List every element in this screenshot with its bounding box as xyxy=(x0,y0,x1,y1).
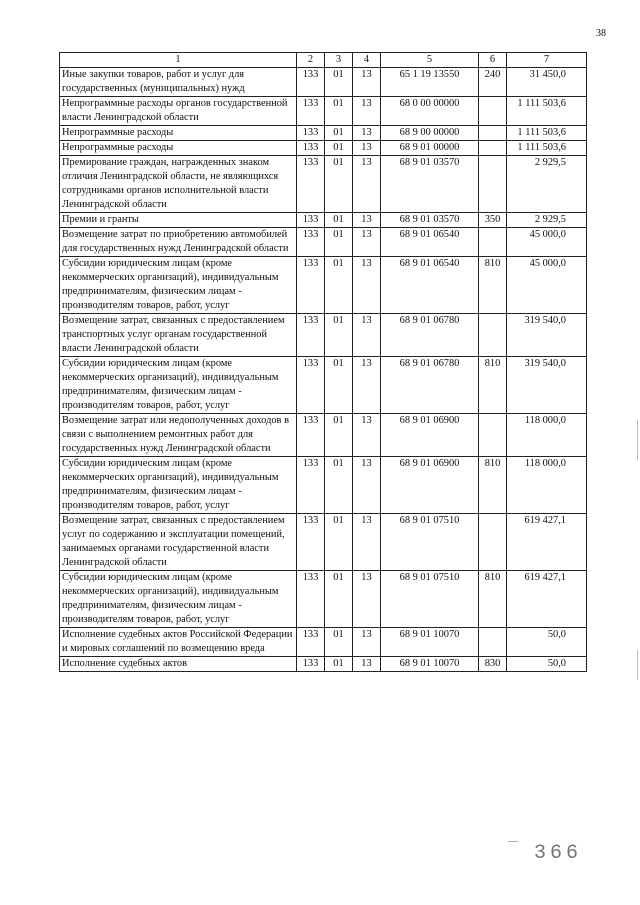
row-target-article-cell: 68 9 01 00000 xyxy=(381,141,479,156)
table-row xyxy=(60,68,587,97)
row-code-cell: 133 xyxy=(297,68,325,97)
row-section-cell: 01 xyxy=(325,228,353,257)
row-subsection-cell: 13 xyxy=(353,414,381,457)
column-header: 3 xyxy=(325,53,353,68)
row-section-cell: 01 xyxy=(325,126,353,141)
column-header: 2 xyxy=(297,53,325,68)
row-expense-type-cell: 810 xyxy=(479,257,507,314)
row-expense-type-cell xyxy=(479,97,507,126)
row-code-cell: 133 xyxy=(297,628,325,657)
row-section-cell: 01 xyxy=(325,97,353,126)
table-row xyxy=(60,141,587,156)
row-section-cell: 01 xyxy=(325,68,353,97)
table-row xyxy=(60,414,587,457)
table-row xyxy=(60,228,587,257)
row-amount-cell: 2 929,5 xyxy=(507,213,587,228)
row-name-cell: Субсидии юридическим лицам (кроме некоммерческих организаций), индивидуальным предпринимателям, физическим лицам - производителям товаров, работ, услуг xyxy=(60,571,297,628)
row-code-cell: 133 xyxy=(297,657,325,672)
row-subsection-cell: 13 xyxy=(353,141,381,156)
row-amount-cell: 118 000,0 xyxy=(507,414,587,457)
table-row xyxy=(60,571,587,628)
row-subsection-cell: 13 xyxy=(353,457,381,514)
column-header: 6 xyxy=(479,53,507,68)
row-name-cell: Исполнение судебных актов xyxy=(60,657,297,672)
column-header: 4 xyxy=(353,53,381,68)
table-row xyxy=(60,97,587,126)
row-expense-type-cell: 810 xyxy=(479,571,507,628)
row-code-cell: 133 xyxy=(297,357,325,414)
table-row xyxy=(60,514,587,571)
row-subsection-cell: 13 xyxy=(353,657,381,672)
row-target-article-cell: 68 9 01 03570 xyxy=(381,213,479,228)
row-code-cell: 133 xyxy=(297,571,325,628)
row-expense-type-cell: 830 xyxy=(479,657,507,672)
row-target-article-cell: 68 9 01 06780 xyxy=(381,314,479,357)
row-target-article-cell: 68 9 01 06900 xyxy=(381,457,479,514)
column-header: 7 xyxy=(507,53,587,68)
row-name-cell: Премирование граждан, награжденных знаком отличия Ленинградской области, не являющихся сотрудниками органов исполнительной власти Ленинградской области xyxy=(60,156,297,213)
row-name-cell: Возмещение затрат, связанных с предоставлением услуг по содержанию и эксплуатации помещений, занимаемых органами государственной власти Ленинградской области xyxy=(60,514,297,571)
row-amount-cell: 1 111 503,6 xyxy=(507,141,587,156)
row-code-cell: 133 xyxy=(297,314,325,357)
row-subsection-cell: 13 xyxy=(353,228,381,257)
row-name-cell: Субсидии юридическим лицам (кроме некоммерческих организаций), индивидуальным предпринимателям, физическим лицам - производителям товаров, работ, услуг xyxy=(60,357,297,414)
row-name-cell: Возмещение затрат, связанных с предоставлением транспортных услуг органам государственной власти Ленинградской области xyxy=(60,314,297,357)
row-code-cell: 133 xyxy=(297,228,325,257)
row-subsection-cell: 13 xyxy=(353,514,381,571)
row-amount-cell: 619 427,1 xyxy=(507,514,587,571)
row-expense-type-cell xyxy=(479,314,507,357)
row-section-cell: 01 xyxy=(325,628,353,657)
row-section-cell: 01 xyxy=(325,571,353,628)
scan-edge-mark xyxy=(637,420,638,460)
table-row xyxy=(60,257,587,314)
table-row xyxy=(60,156,587,213)
row-amount-cell: 45 000,0 xyxy=(507,257,587,314)
row-section-cell: 01 xyxy=(325,314,353,357)
row-name-cell: Непрограммные расходы xyxy=(60,141,297,156)
row-amount-cell: 1 111 503,6 xyxy=(507,126,587,141)
row-code-cell: 133 xyxy=(297,141,325,156)
row-target-article-cell: 68 9 01 06900 xyxy=(381,414,479,457)
row-amount-cell: 31 450,0 xyxy=(507,68,587,97)
scan-edge-mark xyxy=(637,650,638,680)
row-expense-type-cell xyxy=(479,141,507,156)
row-subsection-cell: 13 xyxy=(353,571,381,628)
row-subsection-cell: 13 xyxy=(353,357,381,414)
table-row xyxy=(60,657,587,672)
row-target-article-cell: 65 1 19 13550 xyxy=(381,68,479,97)
row-subsection-cell: 13 xyxy=(353,156,381,213)
row-subsection-cell: 13 xyxy=(353,68,381,97)
row-section-cell: 01 xyxy=(325,257,353,314)
row-target-article-cell: 68 9 01 10070 xyxy=(381,657,479,672)
table-body xyxy=(60,68,587,672)
row-expense-type-cell xyxy=(479,414,507,457)
row-code-cell: 133 xyxy=(297,126,325,141)
row-code-cell: 133 xyxy=(297,457,325,514)
row-amount-cell: 118 000,0 xyxy=(507,457,587,514)
row-name-cell: Иные закупки товаров, работ и услуг для государственных (муниципальных) нужд xyxy=(60,68,297,97)
row-amount-cell: 45 000,0 xyxy=(507,228,587,257)
row-target-article-cell: 68 9 00 00000 xyxy=(381,126,479,141)
table-row xyxy=(60,357,587,414)
row-section-cell: 01 xyxy=(325,514,353,571)
row-name-cell: Возмещение затрат по приобретению автомобилей для государственных нужд Ленинградской области xyxy=(60,228,297,257)
row-target-article-cell: 68 9 01 06780 xyxy=(381,357,479,414)
row-code-cell: 133 xyxy=(297,156,325,213)
stamp-number: 366 xyxy=(534,842,583,865)
table-header-row xyxy=(60,53,587,68)
row-amount-cell: 619 427,1 xyxy=(507,571,587,628)
row-amount-cell: 2 929,5 xyxy=(507,156,587,213)
row-section-cell: 01 xyxy=(325,357,353,414)
row-amount-cell: 319 540,0 xyxy=(507,314,587,357)
column-header: 5 xyxy=(381,53,479,68)
row-subsection-cell: 13 xyxy=(353,126,381,141)
row-expense-type-cell xyxy=(479,126,507,141)
footer-mark: — xyxy=(508,836,518,847)
row-name-cell: Исполнение судебных актов Российской Федерации и мировых соглашений по возмещению вреда xyxy=(60,628,297,657)
row-expense-type-cell: 810 xyxy=(479,357,507,414)
row-section-cell: 01 xyxy=(325,657,353,672)
row-target-article-cell: 68 9 01 07510 xyxy=(381,514,479,571)
row-expense-type-cell: 350 xyxy=(479,213,507,228)
row-expense-type-cell xyxy=(479,628,507,657)
row-code-cell: 133 xyxy=(297,97,325,126)
table-row xyxy=(60,213,587,228)
row-name-cell: Возмещение затрат или недополученных доходов в связи с выполнением ремонтных работ для государственных нужд Ленинградской области xyxy=(60,414,297,457)
row-name-cell: Непрограммные расходы органов государственной власти Ленинградской области xyxy=(60,97,297,126)
page-number: 38 xyxy=(596,28,606,39)
row-subsection-cell: 13 xyxy=(353,314,381,357)
row-amount-cell: 50,0 xyxy=(507,657,587,672)
row-expense-type-cell: 810 xyxy=(479,457,507,514)
column-header: 1 xyxy=(60,53,297,68)
row-amount-cell: 319 540,0 xyxy=(507,357,587,414)
row-amount-cell: 1 111 503,6 xyxy=(507,97,587,126)
row-target-article-cell: 68 9 01 03570 xyxy=(381,156,479,213)
budget-table xyxy=(59,52,587,672)
table-row xyxy=(60,457,587,514)
row-section-cell: 01 xyxy=(325,213,353,228)
row-name-cell: Премии и гранты xyxy=(60,213,297,228)
row-expense-type-cell: 240 xyxy=(479,68,507,97)
row-code-cell: 133 xyxy=(297,257,325,314)
row-subsection-cell: 13 xyxy=(353,257,381,314)
row-target-article-cell: 68 9 01 06540 xyxy=(381,257,479,314)
table-row xyxy=(60,314,587,357)
row-expense-type-cell xyxy=(479,156,507,213)
row-subsection-cell: 13 xyxy=(353,213,381,228)
row-amount-cell: 50,0 xyxy=(507,628,587,657)
row-subsection-cell: 13 xyxy=(353,97,381,126)
table-row xyxy=(60,126,587,141)
row-code-cell: 133 xyxy=(297,414,325,457)
row-code-cell: 133 xyxy=(297,213,325,228)
row-code-cell: 133 xyxy=(297,514,325,571)
row-name-cell: Субсидии юридическим лицам (кроме некоммерческих организаций), индивидуальным предпринимателям, физическим лицам - производителям товаров, работ, услуг xyxy=(60,457,297,514)
row-expense-type-cell xyxy=(479,514,507,571)
row-target-article-cell: 68 9 01 07510 xyxy=(381,571,479,628)
row-section-cell: 01 xyxy=(325,414,353,457)
row-name-cell: Непрограммные расходы xyxy=(60,126,297,141)
row-section-cell: 01 xyxy=(325,156,353,213)
row-expense-type-cell xyxy=(479,228,507,257)
row-section-cell: 01 xyxy=(325,141,353,156)
row-target-article-cell: 68 0 00 00000 xyxy=(381,97,479,126)
row-name-cell: Субсидии юридическим лицам (кроме некоммерческих организаций), индивидуальным предпринимателям, физическим лицам - производителям товаров, работ, услуг xyxy=(60,257,297,314)
row-section-cell: 01 xyxy=(325,457,353,514)
row-subsection-cell: 13 xyxy=(353,628,381,657)
row-target-article-cell: 68 9 01 10070 xyxy=(381,628,479,657)
table-row xyxy=(60,628,587,657)
row-target-article-cell: 68 9 01 06540 xyxy=(381,228,479,257)
